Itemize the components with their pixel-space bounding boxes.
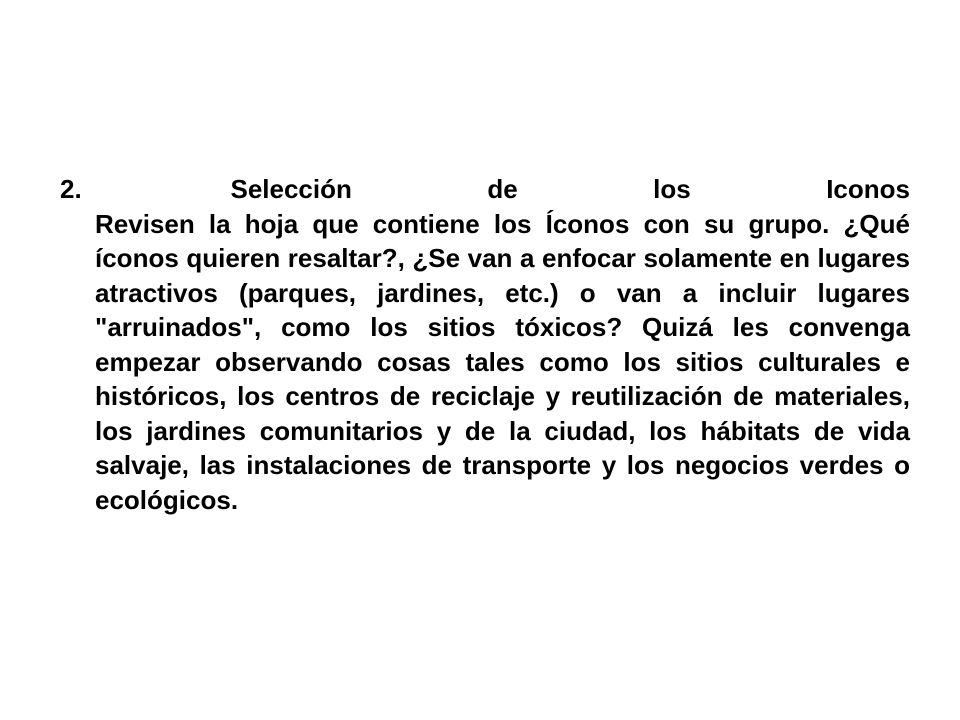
item-heading-line [60, 172, 910, 207]
item-heading: Selección de los Iconos [95, 174, 910, 204]
item-body-text: Revisen la hoja que contiene los Íconos con su grupo. ¿Qué íconos quieren resaltar?, ¿Se van a enfocar solamente en lugares atractivos (parques, jardines, etc.) o van a incluir lugares "arruinados", como los sitios tóxicos? Quizá les convenga empezar observando cosas tales como los sitios culturales e históricos, los centros de reciclaje y reutilización de materiales, los jardines comunitarios y de la ciudad, los hábitats de vida salvaje, las instalaciones de transporte y los negocios verdes o ecológicos. [95, 208, 910, 515]
slide-content [60, 172, 910, 517]
numbered-item [60, 172, 910, 517]
item-number: 2. [60, 174, 82, 204]
